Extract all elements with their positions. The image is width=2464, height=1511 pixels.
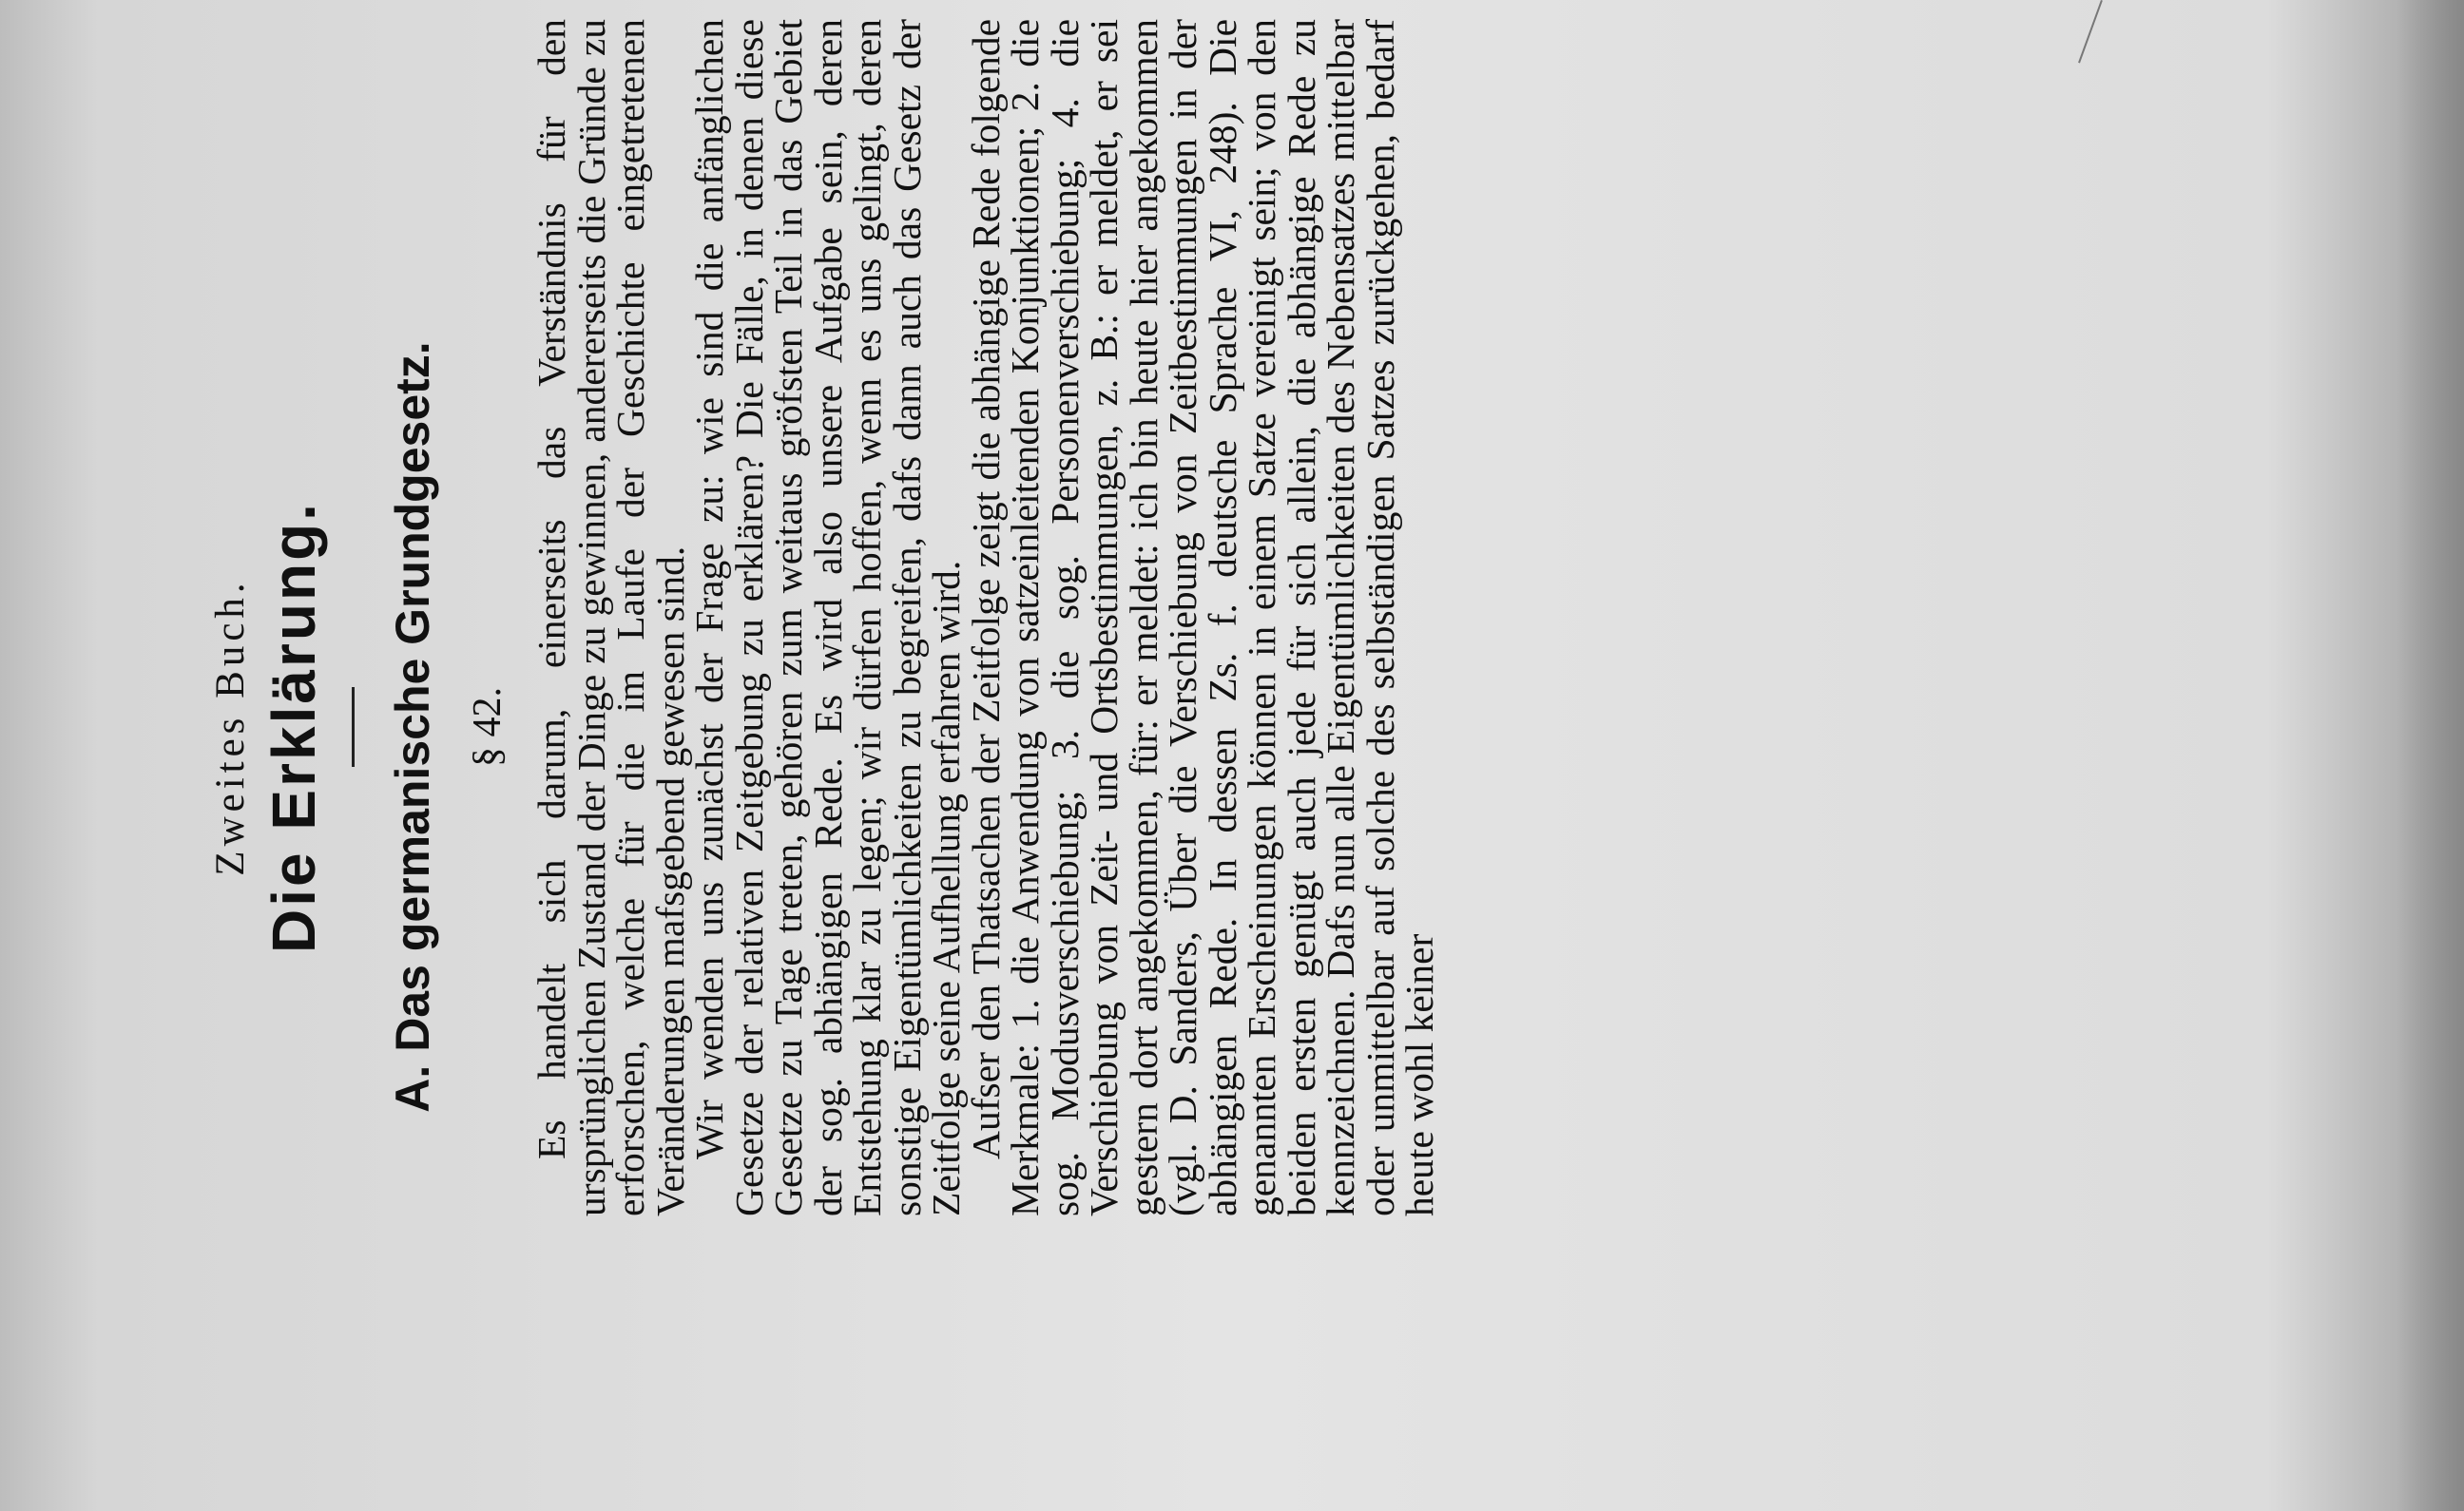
running-head: Zweites Buch.: [208, 578, 253, 876]
body-text: [529, 19, 1441, 1216]
paragraph-1: Es handelt sich darum, einerseits das Verständnis für den ursprünglichen Zustand der Dinge zu gewinnen, andererseits die Gründe zu erforschen, welche für die im Laufe der Geschichte eingetretenen Veränderungen mafsgebend gewesen sind.: [529, 19, 692, 1216]
paragraph-number: § 42.: [466, 687, 510, 767]
chapter-title: Die Erklärung.: [260, 501, 328, 953]
paragraph-3: Aufser den Thatsachen der Zeitfolge zeigt die abhängige Rede folgende Merkmale: 1. die Anwendung von satzeinleitenden Konjunktionen; 2. die sog. Modusverschiebung; 3. die sog. Personenverschiebung; 4. die Verschiebung von Zeit- und Ortsbestimmungen, z. B.: er meldet, er sei gestern dort angekommen, für: er meldet: ich bin heute hier angekommen (vgl. D. Sanders, Über die Verschiebung von Zeitbestimmungen in der abhängigen Rede. In dessen Zs. f. deutsche Sprache VI, 248). Die genannten Erscheinungen können in einem Satze vereinigt sein; von den beiden ersten genügt auch jede für sich allein, die abhängige Rede zu kennzeichnen. Dafs nun alle Eigentümlichkeiten des Nebensatzes mittelbar oder unmittelbar auf solche des selbständigen Satzes zurückgehen, bedarf heute wohl keiner: [963, 19, 1441, 1216]
title-rule: [352, 687, 355, 767]
paragraph-2: Wir wenden uns zunächst der Frage zu: wie sind die anfänglichen Gesetze der relativen Zeitgebung zu erklären? Die Fälle, in denen diese Gesetze zu Tage treten, gehören zum weitaus gröfsten Teil in das Gebiet der sog. abhängigen Rede. Es wird also unsere Aufgabe sein, deren Entstehung klar zu legen; wir dürfen hoffen, wenn es uns gelingt, deren sonstige Eigentümlichkeiten zu begreifen, dafs dann auch das Gesetz der Zeitfolge seine Aufhellung erfahren wird.: [687, 19, 968, 1216]
section-title: A. Das germanische Grundgesetz.: [386, 341, 439, 1113]
book-page: [0, 19, 2464, 1359]
